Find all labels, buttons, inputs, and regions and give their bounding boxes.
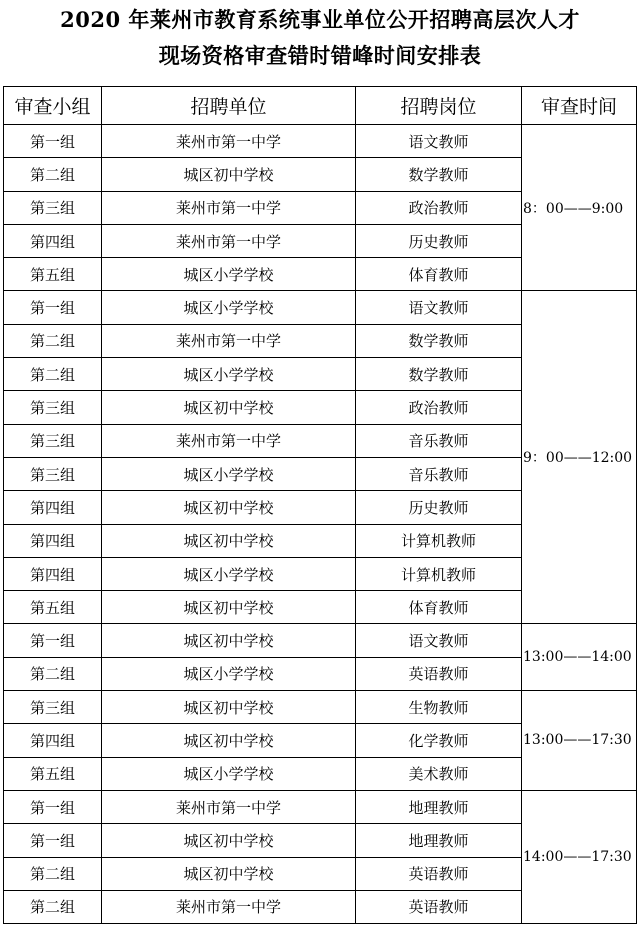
post-cell: 数学教师	[356, 324, 522, 357]
group-cell: 第五组	[4, 258, 102, 291]
group-cell: 第二组	[4, 857, 102, 890]
post-cell: 政治教师	[356, 391, 522, 424]
group-cell: 第二组	[4, 657, 102, 690]
table-row	[4, 790, 637, 823]
unit-cell: 城区小学学校	[102, 457, 356, 490]
unit-cell: 莱州市第一中学	[102, 125, 356, 158]
header-post: 招聘岗位	[356, 87, 522, 125]
post-cell: 语文教师	[356, 125, 522, 158]
unit-cell: 城区小学学校	[102, 358, 356, 391]
post-cell: 政治教师	[356, 191, 522, 224]
group-cell: 第三组	[4, 191, 102, 224]
unit-cell: 城区初中学校	[102, 857, 356, 890]
post-cell: 生物教师	[356, 691, 522, 724]
table-row	[4, 691, 637, 724]
group-cell: 第四组	[4, 724, 102, 757]
post-cell: 数学教师	[356, 358, 522, 391]
unit-cell: 城区初中学校	[102, 524, 356, 557]
group-cell: 第一组	[4, 790, 102, 823]
unit-cell: 城区初中学校	[102, 491, 356, 524]
group-cell: 第一组	[4, 291, 102, 324]
unit-cell: 莱州市第一中学	[102, 324, 356, 357]
group-cell: 第三组	[4, 424, 102, 457]
group-cell: 第二组	[4, 890, 102, 923]
unit-cell: 城区初中学校	[102, 158, 356, 191]
unit-cell: 城区小学学校	[102, 291, 356, 324]
title-line-2: 现场资格审查错时错峰时间安排表	[158, 43, 482, 68]
group-cell: 第四组	[4, 491, 102, 524]
time-slot-cell: 9：00——12:00	[522, 291, 637, 624]
post-cell: 计算机教师	[356, 557, 522, 590]
header-row	[4, 87, 637, 125]
group-cell: 第三组	[4, 391, 102, 424]
post-cell: 音乐教师	[356, 457, 522, 490]
unit-cell: 城区初中学校	[102, 824, 356, 857]
post-cell: 英语教师	[356, 657, 522, 690]
group-cell: 第二组	[4, 324, 102, 357]
unit-cell: 莱州市第一中学	[102, 424, 356, 457]
time-slot-cell: 13:00——14:00	[522, 624, 637, 691]
header-time: 审查时间	[522, 87, 637, 125]
group-cell: 第一组	[4, 624, 102, 657]
table-row	[4, 125, 637, 158]
post-cell: 数学教师	[356, 158, 522, 191]
schedule-table	[3, 86, 637, 924]
post-cell: 历史教师	[356, 224, 522, 257]
group-cell: 第一组	[4, 824, 102, 857]
group-cell: 第一组	[4, 125, 102, 158]
unit-cell: 城区初中学校	[102, 691, 356, 724]
group-cell: 第四组	[4, 224, 102, 257]
unit-cell: 城区小学学校	[102, 557, 356, 590]
unit-cell: 莱州市第一中学	[102, 224, 356, 257]
time-slot-cell: 13:00——17:30	[522, 691, 637, 791]
group-cell: 第四组	[4, 524, 102, 557]
post-cell: 化学教师	[356, 724, 522, 757]
group-cell: 第五组	[4, 757, 102, 790]
group-cell: 第二组	[4, 358, 102, 391]
unit-cell: 城区小学学校	[102, 657, 356, 690]
table-row	[4, 291, 637, 324]
header-group: 审查小组	[4, 87, 102, 125]
group-cell: 第四组	[4, 557, 102, 590]
post-cell: 地理教师	[356, 790, 522, 823]
group-cell: 第三组	[4, 691, 102, 724]
post-cell: 体育教师	[356, 258, 522, 291]
unit-cell: 城区小学学校	[102, 258, 356, 291]
post-cell: 地理教师	[356, 824, 522, 857]
post-cell: 音乐教师	[356, 424, 522, 457]
post-cell: 体育教师	[356, 591, 522, 624]
post-cell: 英语教师	[356, 857, 522, 890]
unit-cell: 莱州市第一中学	[102, 890, 356, 923]
unit-cell: 莱州市第一中学	[102, 790, 356, 823]
unit-cell: 城区初中学校	[102, 591, 356, 624]
group-cell: 第二组	[4, 158, 102, 191]
table-row	[4, 624, 637, 657]
time-slot-cell: 14:00——17:30	[522, 790, 637, 923]
post-cell: 语文教师	[356, 291, 522, 324]
unit-cell: 城区小学学校	[102, 757, 356, 790]
unit-cell: 城区初中学校	[102, 724, 356, 757]
post-cell: 历史教师	[356, 491, 522, 524]
time-slot-cell: 8：00——9:00	[522, 125, 637, 291]
group-cell: 第三组	[4, 457, 102, 490]
unit-cell: 城区初中学校	[102, 624, 356, 657]
post-cell: 计算机教师	[356, 524, 522, 557]
unit-cell: 莱州市第一中学	[102, 191, 356, 224]
group-cell: 第五组	[4, 591, 102, 624]
unit-cell: 城区初中学校	[102, 391, 356, 424]
document-title	[0, 0, 640, 86]
post-cell: 美术教师	[356, 757, 522, 790]
schedule-body	[4, 125, 637, 924]
header-unit: 招聘单位	[102, 87, 356, 125]
post-cell: 语文教师	[356, 624, 522, 657]
title-line-1: 2020 年莱州市教育系统事业单位公开招聘高层次人才	[60, 7, 580, 32]
post-cell: 英语教师	[356, 890, 522, 923]
